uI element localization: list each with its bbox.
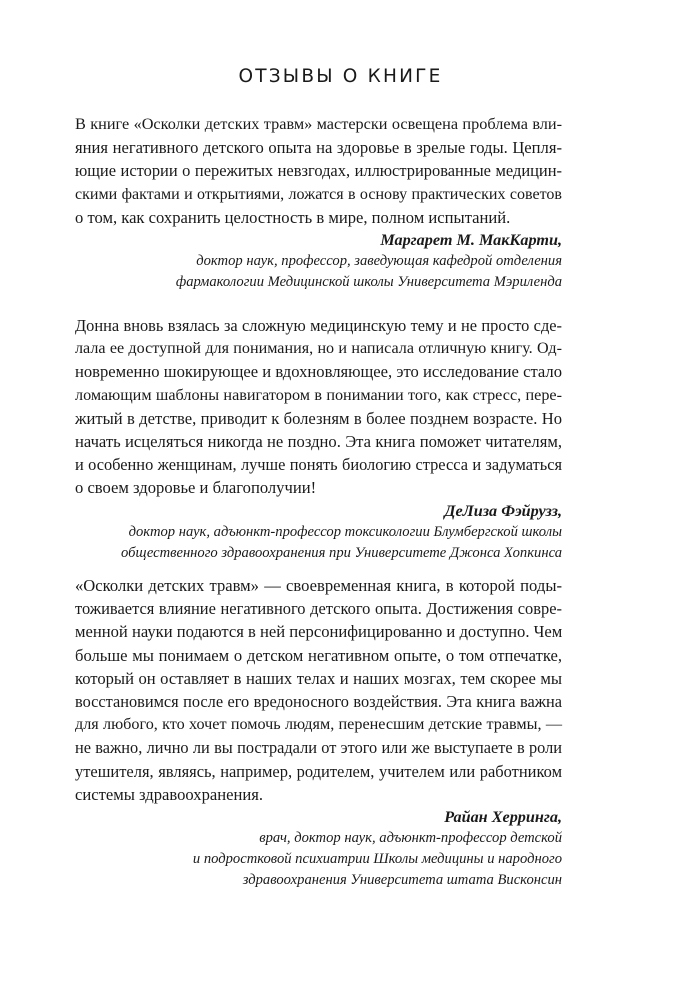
review-text [75, 314, 562, 500]
review-line: больше мы понимаем о детском негативном опыте, о том отпечатке, [75, 645, 562, 665]
review-line: «Осколки детских травм» — своевременная книга, в которой поды- [75, 576, 562, 595]
review-credentials [75, 522, 562, 564]
review-author: ДеЛиза Фэйрузз, [444, 501, 562, 520]
review-credentials [75, 828, 562, 891]
review-line: новременно шокирующее и вдохновляющее, это исследование стало [75, 362, 562, 382]
review-line: не важно, лично ли вы пострадали от этого или же выступаете в роли [75, 738, 562, 758]
page-title: ОТЗЫВЫ О КНИГЕ [238, 66, 443, 87]
review-line: о том, как сохранить целостность в мире, полном испытаний. [75, 207, 511, 227]
credential-line: врач, доктор наук, адъюнкт-профессор детской [259, 830, 562, 847]
review-line: о своем здоровье и благополучии! [75, 478, 317, 498]
credential-line: доктор наук, профессор, заведующая кафедрой отделения [196, 253, 562, 270]
credential-line: и подростковой психиатрии Школы медицины и народного [192, 851, 562, 868]
review-line: Донна вновь взялась за сложную медицинскую тему и не просто сде- [75, 316, 562, 335]
review-line: житый в детстве, приводит к болезням в более позднем возрасте. Но [75, 408, 562, 428]
review-line: системы здравоохранения. [75, 784, 264, 804]
review-line: начать исцеляться никогда не поздно. Эта книга поможет читателям, [75, 432, 562, 452]
review-text [75, 574, 562, 806]
review-line: восстановимся после его вредоносного воздействия. Эта книга важна [75, 692, 562, 712]
review-credentials [75, 251, 562, 293]
review-line: В книге «Осколки детских травм» мастерски освещена проблема вли- [75, 115, 562, 133]
review-line: для любого, кто хочет помочь людям, перенесшим детские травмы, — [75, 716, 562, 734]
review-line: менной науки подаются в ней персонифицированно и доступно. Чем [75, 622, 563, 642]
credential-line: здравоохранения Университета штата Висконсин [242, 872, 562, 889]
review-line: который он оставляет в наших телах и наших мозгах, тем скорее мы [75, 668, 562, 688]
review-block [75, 314, 562, 564]
review-author: Райан Херринга, [444, 808, 562, 827]
review-line: яния негативного детского опыта на здоровье в зрелые годы. Цепля- [75, 138, 562, 158]
review-line: тоживается влияние негативного детского опыта. Достижения совре- [75, 599, 562, 619]
review-block [75, 113, 562, 293]
review-line: скими фактами и открытиями, ложатся в основу практических советов [75, 185, 562, 203]
review-line: ломающим шаблоны навигатором в понимании того, как стресс, пере- [75, 386, 562, 404]
review-text [75, 113, 562, 229]
review-line: утешителя, являясь, например, родителем, учителем или работником [75, 761, 562, 781]
credential-line: фармакологии Медицинской школы Университета Мэриленда [175, 274, 562, 291]
review-author: Маргарет М. МакКарти, [380, 231, 562, 250]
credential-line: общественного здравоохранения при Университете Джонса Хопкинса [121, 544, 562, 561]
credential-line: доктор наук, адъюнкт-профессор токсикологии Блумбергской школы [128, 523, 562, 540]
review-block [75, 574, 562, 891]
review-line: ющие истории о пережитых невзгодах, иллюстрированные медицин- [75, 161, 562, 181]
review-line: лала ее доступной для понимания, но и написала отличную книгу. Од- [75, 340, 562, 358]
review-line: и особенно женщинам, лучше понять биологию стресса и задуматься [75, 455, 562, 475]
